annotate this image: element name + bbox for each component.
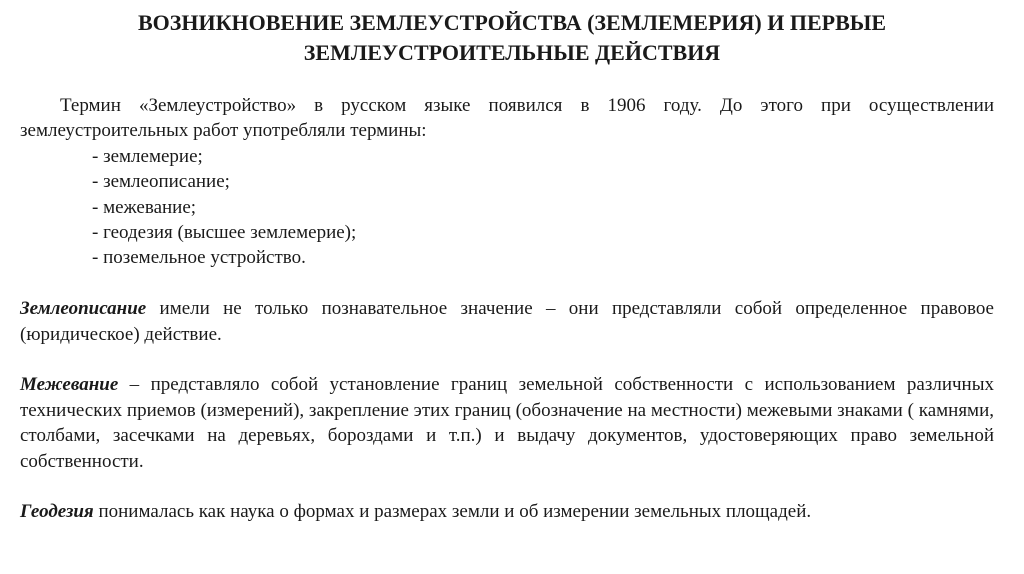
terms-list	[20, 144, 994, 271]
term-geodeziya: Геодезия	[20, 501, 94, 523]
intro-paragraph: Термин «Землеустройство» в русском языке появился в 1906 году. До этого при осуществлении землеустроительных работ употребляли термины:	[20, 95, 994, 142]
mezhevanie-text: – представляло собой установление границ земельной собственности с использованием различных технических приемов (измерений), закрепление этих границ (обозначение на местности) межевыми знаками ( камнями, столбами, засечками на деревьях, бороздами и т.п.) и выдачу документов, удостоверяющих право земельной собственности.	[20, 374, 994, 472]
list-item: - геодезия (высшее землемерие);	[92, 222, 357, 244]
term-zemleopisanie: Землеописание	[20, 298, 147, 320]
spacer	[20, 271, 994, 296]
geodeziya-paragraph	[20, 499, 994, 524]
page-title	[20, 8, 1004, 68]
title-line-1: ВОЗНИКНОВЕНИЕ ЗЕМЛЕУСТРОЙСТВА (ЗЕМЛЕМЕРИЯ) И ПЕРВЫЕ	[137, 10, 887, 35]
mezhevanie-paragraph	[20, 372, 994, 474]
geodeziya-text: понималась как наука о формах и размерах земли и об измерении земельных площадей.	[93, 501, 812, 523]
spacer	[20, 347, 994, 372]
list-item: - землеописание;	[92, 171, 230, 193]
slide-content	[20, 93, 994, 525]
zemleopisanie-text: имели не только познавательное значение – они представляли собой определенное правовое (юридическое) действие.	[20, 298, 994, 345]
list-item: - землемерие;	[92, 145, 203, 167]
list-item: - поземельное устройство.	[92, 247, 306, 269]
spacer	[20, 474, 994, 499]
title-line-2: ЗЕМЛЕУСТРОИТЕЛЬНЫЕ ДЕЙСТВИЯ	[303, 40, 721, 65]
zemleopisanie-paragraph	[20, 296, 994, 347]
list-item: - межевание;	[92, 196, 197, 218]
term-mezhevanie: Межевание	[20, 374, 119, 396]
